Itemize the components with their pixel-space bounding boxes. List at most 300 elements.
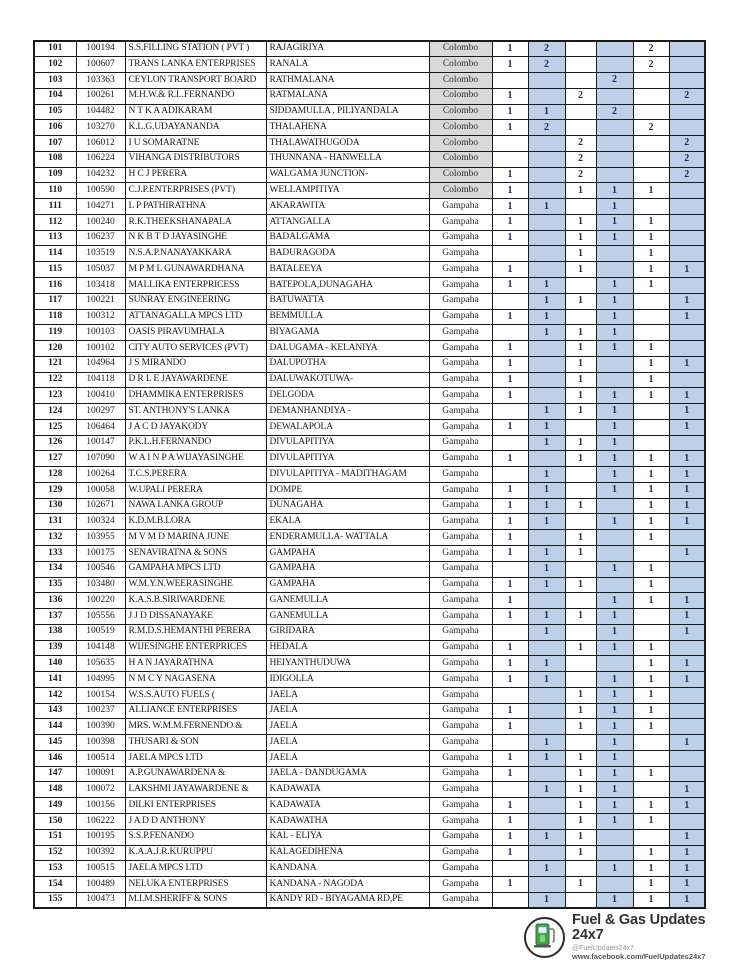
value-cell: 1	[528, 892, 565, 908]
value-cell: 1	[492, 341, 528, 357]
value-cell: 1	[633, 687, 669, 703]
value-cell: 1	[633, 277, 669, 293]
value-cell	[669, 719, 705, 735]
value-cell: 1	[669, 609, 705, 625]
value-cell	[565, 624, 596, 640]
value-cell: 1	[492, 514, 528, 530]
table-row	[34, 514, 705, 530]
station-location: DUNAGAHA	[266, 498, 429, 514]
table-row	[34, 530, 705, 546]
district-cell: Gampaha	[429, 640, 492, 656]
station-location: THALAHENA	[266, 120, 429, 136]
row-number: 131	[34, 514, 76, 530]
station-id: 106237	[76, 230, 125, 246]
value-cell	[669, 73, 705, 89]
station-location: KALAGEDIHENA	[266, 845, 429, 861]
value-cell: 1	[633, 861, 669, 877]
station-name: W A I N P A WIJAYASINGHE	[125, 451, 266, 467]
value-cell	[565, 593, 596, 609]
table-row	[34, 277, 705, 293]
row-number: 155	[34, 892, 76, 908]
value-cell	[565, 73, 596, 89]
row-number: 109	[34, 167, 76, 183]
station-id: 105037	[76, 262, 125, 278]
value-cell: 1	[565, 877, 596, 893]
district-cell: Gampaha	[429, 262, 492, 278]
row-number: 142	[34, 687, 76, 703]
value-cell: 1	[528, 672, 565, 688]
row-number: 148	[34, 782, 76, 798]
district-cell: Colombo	[429, 88, 492, 104]
value-cell: 1	[669, 829, 705, 845]
value-cell: 1	[528, 577, 565, 593]
value-cell	[492, 136, 528, 152]
station-id: 103519	[76, 246, 125, 262]
value-cell	[633, 735, 669, 751]
station-id: 104118	[76, 372, 125, 388]
district-cell: Gampaha	[429, 703, 492, 719]
table-row	[34, 546, 705, 562]
station-name: VIHANGA DISTRIBUTORS	[125, 151, 266, 167]
value-cell: 1	[492, 451, 528, 467]
value-cell: 1	[565, 404, 596, 420]
value-cell: 1	[492, 309, 528, 325]
table-row	[34, 451, 705, 467]
value-cell: 1	[596, 782, 633, 798]
station-location: RANALA	[266, 57, 429, 73]
station-name: M V M D MARINA JUNE	[125, 530, 266, 546]
row-number: 130	[34, 498, 76, 514]
district-cell: Gampaha	[429, 388, 492, 404]
value-cell: 1	[492, 57, 528, 73]
value-cell: 2	[669, 167, 705, 183]
value-cell: 1	[669, 309, 705, 325]
station-location: BATUWATTA	[266, 293, 429, 309]
district-cell: Gampaha	[429, 372, 492, 388]
value-cell	[528, 73, 565, 89]
station-location: ATTANGALLA	[266, 214, 429, 230]
station-name: H C J PERERA	[125, 167, 266, 183]
value-cell	[565, 57, 596, 73]
station-id: 100103	[76, 325, 125, 341]
value-cell: 1	[528, 829, 565, 845]
value-cell: 2	[633, 57, 669, 73]
station-location: KAL - ELIYA	[266, 829, 429, 845]
value-cell	[565, 467, 596, 483]
value-cell: 2	[596, 104, 633, 120]
value-cell	[492, 782, 528, 798]
district-cell: Gampaha	[429, 546, 492, 562]
station-name: CEYLON TRANSPORT BOARD	[125, 73, 266, 89]
value-cell	[669, 57, 705, 73]
station-id: 105635	[76, 656, 125, 672]
station-id: 100297	[76, 404, 125, 420]
station-location: DELGODA	[266, 388, 429, 404]
station-id: 100058	[76, 482, 125, 498]
value-cell: 1	[565, 640, 596, 656]
row-number: 153	[34, 861, 76, 877]
value-cell	[669, 246, 705, 262]
value-cell: 1	[492, 593, 528, 609]
district-cell: Colombo	[429, 136, 492, 152]
station-id: 104482	[76, 104, 125, 120]
district-cell: Gampaha	[429, 309, 492, 325]
value-cell	[492, 624, 528, 640]
value-cell: 1	[492, 388, 528, 404]
row-number: 115	[34, 262, 76, 278]
value-cell: 2	[528, 41, 565, 57]
station-location: BADURAGODA	[266, 246, 429, 262]
table-row	[34, 341, 705, 357]
station-id: 107090	[76, 451, 125, 467]
value-cell	[492, 151, 528, 167]
table-row	[34, 782, 705, 798]
table-row	[34, 892, 705, 908]
value-cell: 1	[669, 798, 705, 814]
row-number: 144	[34, 719, 76, 735]
station-location: WELLAMPITIYA	[266, 183, 429, 199]
value-cell	[492, 404, 528, 420]
value-cell: 1	[528, 104, 565, 120]
row-number: 143	[34, 703, 76, 719]
row-number: 126	[34, 435, 76, 451]
value-cell: 1	[528, 609, 565, 625]
value-cell: 2	[528, 57, 565, 73]
district-cell: Gampaha	[429, 404, 492, 420]
value-cell	[596, 57, 633, 73]
station-location: DEWALAPOLA	[266, 419, 429, 435]
value-cell: 1	[596, 703, 633, 719]
station-id: 100312	[76, 309, 125, 325]
table-row	[34, 861, 705, 877]
value-cell: 1	[492, 262, 528, 278]
value-cell	[669, 325, 705, 341]
value-cell: 1	[596, 798, 633, 814]
district-cell: Gampaha	[429, 766, 492, 782]
row-number: 136	[34, 593, 76, 609]
value-cell	[528, 372, 565, 388]
value-cell: 1	[565, 246, 596, 262]
value-cell: 1	[596, 750, 633, 766]
value-cell	[528, 451, 565, 467]
station-id: 100194	[76, 41, 125, 57]
value-cell: 1	[528, 624, 565, 640]
value-cell	[669, 577, 705, 593]
value-cell: 1	[492, 199, 528, 215]
row-number: 104	[34, 88, 76, 104]
value-cell: 1	[633, 467, 669, 483]
district-cell: Gampaha	[429, 735, 492, 751]
row-number: 140	[34, 656, 76, 672]
station-id: 100156	[76, 798, 125, 814]
table-row	[34, 467, 705, 483]
station-id: 104232	[76, 167, 125, 183]
station-name: LAKSHMI JAYAWARDENE &	[125, 782, 266, 798]
row-number: 110	[34, 183, 76, 199]
value-cell	[528, 88, 565, 104]
value-cell: 1	[669, 514, 705, 530]
value-cell	[669, 372, 705, 388]
value-cell	[492, 561, 528, 577]
station-name: JAELA MPCS LTD	[125, 750, 266, 766]
station-location: GANEMULLA	[266, 609, 429, 625]
district-cell: Gampaha	[429, 624, 492, 640]
value-cell	[633, 829, 669, 845]
station-location: BIYAGAMA	[266, 325, 429, 341]
value-cell: 1	[633, 845, 669, 861]
station-name: H A N JAYARATHNA	[125, 656, 266, 672]
value-cell: 1	[596, 482, 633, 498]
value-cell: 1	[669, 845, 705, 861]
value-cell	[528, 530, 565, 546]
value-cell: 1	[669, 419, 705, 435]
value-cell	[596, 151, 633, 167]
station-id: 100102	[76, 341, 125, 357]
value-cell: 1	[528, 482, 565, 498]
district-cell: Colombo	[429, 167, 492, 183]
value-cell: 1	[565, 230, 596, 246]
row-number: 135	[34, 577, 76, 593]
value-cell: 1	[528, 735, 565, 751]
row-number: 132	[34, 530, 76, 546]
value-cell: 1	[596, 514, 633, 530]
value-cell: 1	[492, 640, 528, 656]
value-cell	[596, 498, 633, 514]
value-cell: 1	[633, 230, 669, 246]
table-row	[34, 325, 705, 341]
value-cell: 2	[528, 120, 565, 136]
value-cell	[528, 230, 565, 246]
value-cell	[633, 151, 669, 167]
value-cell	[669, 41, 705, 57]
value-cell: 1	[565, 703, 596, 719]
station-id: 103418	[76, 277, 125, 293]
station-name: ALLIANCE ENTERPRISES	[125, 703, 266, 719]
table-row	[34, 262, 705, 278]
value-cell: 2	[633, 41, 669, 57]
value-cell	[669, 561, 705, 577]
value-cell: 1	[596, 419, 633, 435]
value-cell	[528, 766, 565, 782]
table-row	[34, 309, 705, 325]
value-cell: 1	[565, 214, 596, 230]
table-row	[34, 687, 705, 703]
station-name: DILKI ENTERPRISES	[125, 798, 266, 814]
value-cell	[669, 435, 705, 451]
value-cell	[596, 136, 633, 152]
value-cell: 1	[669, 498, 705, 514]
value-cell: 1	[565, 798, 596, 814]
value-cell: 1	[596, 640, 633, 656]
station-location: SIDDAMULLA , PILIYANDALA	[266, 104, 429, 120]
station-name: MALLIKA ENTERPRICESS	[125, 277, 266, 293]
table-row	[34, 230, 705, 246]
value-cell: 1	[528, 277, 565, 293]
row-number: 108	[34, 151, 76, 167]
station-location: THALAWATHUGODA	[266, 136, 429, 152]
district-cell: Gampaha	[429, 498, 492, 514]
district-cell: Gampaha	[429, 514, 492, 530]
value-cell: 1	[633, 514, 669, 530]
table-row	[34, 73, 705, 89]
station-location: DIVULAPITIYA	[266, 435, 429, 451]
station-location: GAMPAHA	[266, 561, 429, 577]
value-cell	[669, 277, 705, 293]
station-id: 100324	[76, 514, 125, 530]
value-cell: 1	[669, 546, 705, 562]
district-cell: Colombo	[429, 57, 492, 73]
table-row	[34, 356, 705, 372]
value-cell	[669, 104, 705, 120]
value-cell: 1	[596, 325, 633, 341]
station-location: DIVULAPITIYA	[266, 451, 429, 467]
row-number: 119	[34, 325, 76, 341]
value-cell	[596, 88, 633, 104]
station-id: 100519	[76, 624, 125, 640]
station-id: 100175	[76, 546, 125, 562]
value-cell: 1	[528, 561, 565, 577]
station-id: 103363	[76, 73, 125, 89]
district-cell: Gampaha	[429, 798, 492, 814]
value-cell	[528, 341, 565, 357]
value-cell: 1	[633, 214, 669, 230]
station-name: R.K.THEEKSHANAPALA	[125, 214, 266, 230]
value-cell: 1	[633, 246, 669, 262]
value-cell	[596, 877, 633, 893]
value-cell: 1	[596, 609, 633, 625]
station-location: BATEPOLA,DUNAGAHA	[266, 277, 429, 293]
value-cell: 1	[633, 482, 669, 498]
value-cell: 1	[633, 877, 669, 893]
value-cell	[669, 814, 705, 830]
station-name: JAELA MPCS LTD	[125, 861, 266, 877]
station-location: JAELA	[266, 703, 429, 719]
row-number: 127	[34, 451, 76, 467]
value-cell	[528, 719, 565, 735]
value-cell: 2	[565, 151, 596, 167]
district-cell: Gampaha	[429, 845, 492, 861]
value-cell: 1	[669, 877, 705, 893]
table-row	[34, 845, 705, 861]
district-cell: Colombo	[429, 104, 492, 120]
value-cell	[565, 41, 596, 57]
table-row	[34, 609, 705, 625]
value-cell: 1	[596, 230, 633, 246]
district-cell: Colombo	[429, 73, 492, 89]
value-cell: 1	[528, 467, 565, 483]
value-cell: 2	[565, 88, 596, 104]
value-cell	[565, 482, 596, 498]
value-cell	[633, 293, 669, 309]
stations-table-body	[34, 41, 705, 908]
value-cell	[565, 277, 596, 293]
station-location: IDIGOLLA	[266, 672, 429, 688]
row-number: 152	[34, 845, 76, 861]
value-cell: 1	[669, 451, 705, 467]
value-cell	[528, 136, 565, 152]
station-id: 104271	[76, 199, 125, 215]
value-cell: 1	[492, 230, 528, 246]
station-location: JAELA - DANDUGAMA	[266, 766, 429, 782]
station-name: K.A.S.B.SIRIWARDENE	[125, 593, 266, 609]
value-cell: 1	[565, 356, 596, 372]
station-location: KANDANA	[266, 861, 429, 877]
station-id: 100473	[76, 892, 125, 908]
value-cell	[633, 167, 669, 183]
district-cell: Gampaha	[429, 672, 492, 688]
station-id: 106464	[76, 419, 125, 435]
district-cell: Gampaha	[429, 277, 492, 293]
row-number: 117	[34, 293, 76, 309]
value-cell: 1	[528, 199, 565, 215]
value-cell: 1	[596, 214, 633, 230]
value-cell: 1	[565, 325, 596, 341]
value-cell	[565, 735, 596, 751]
station-location: JAELA	[266, 687, 429, 703]
value-cell: 1	[565, 293, 596, 309]
station-id: 100240	[76, 214, 125, 230]
table-row	[34, 877, 705, 893]
station-location: JAELA	[266, 719, 429, 735]
value-cell: 1	[669, 293, 705, 309]
value-cell: 1	[565, 719, 596, 735]
district-cell: Colombo	[429, 151, 492, 167]
district-cell: Gampaha	[429, 419, 492, 435]
station-location: DEMANHANDIYA -	[266, 404, 429, 420]
district-cell: Colombo	[429, 41, 492, 57]
value-cell: 1	[492, 577, 528, 593]
station-name: N.S.A.P.NANAYAKKARA	[125, 246, 266, 262]
value-cell: 1	[565, 766, 596, 782]
value-cell: 1	[596, 766, 633, 782]
table-row	[34, 593, 705, 609]
row-number: 134	[34, 561, 76, 577]
station-name: WIJESINGHE ENTERPRICES	[125, 640, 266, 656]
value-cell	[528, 798, 565, 814]
district-cell: Gampaha	[429, 467, 492, 483]
station-location: WALGAMA JUNCTION-	[266, 167, 429, 183]
value-cell: 1	[528, 656, 565, 672]
table-row	[34, 120, 705, 136]
table-row	[34, 814, 705, 830]
station-name: A.P.GUNAWARDENA &	[125, 766, 266, 782]
station-location: DIVULAPITIYA - MADITHAGAM	[266, 467, 429, 483]
table-row	[34, 214, 705, 230]
value-cell: 1	[669, 388, 705, 404]
value-cell: 2	[669, 136, 705, 152]
value-cell	[633, 419, 669, 435]
district-cell: Colombo	[429, 120, 492, 136]
brand-logo	[524, 917, 565, 958]
value-cell: 1	[528, 404, 565, 420]
value-cell	[492, 435, 528, 451]
value-cell	[492, 246, 528, 262]
value-cell: 2	[669, 151, 705, 167]
station-id: 100091	[76, 766, 125, 782]
value-cell	[633, 309, 669, 325]
value-cell: 1	[596, 183, 633, 199]
value-cell: 1	[528, 782, 565, 798]
value-cell: 2	[596, 73, 633, 89]
value-cell	[633, 136, 669, 152]
value-cell: 1	[669, 404, 705, 420]
table-row	[34, 766, 705, 782]
station-id: 103480	[76, 577, 125, 593]
value-cell: 1	[492, 120, 528, 136]
value-cell: 1	[633, 672, 669, 688]
row-number: 102	[34, 57, 76, 73]
value-cell: 1	[528, 293, 565, 309]
